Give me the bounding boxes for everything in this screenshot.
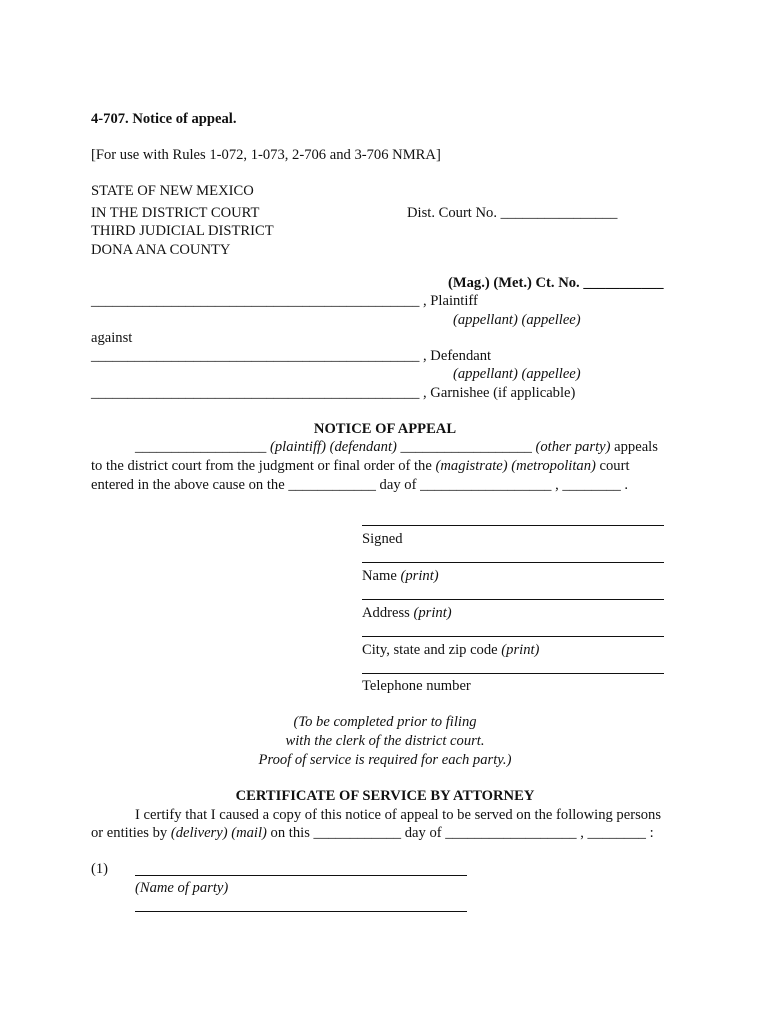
filing-note-1: (To be completed prior to filing [293, 714, 477, 730]
address-print-note: (print) [413, 605, 452, 621]
defendant-role: (appellant) (appellee) [453, 366, 581, 382]
notice-line-2-end: court [599, 458, 630, 474]
certificate-line-2 [91, 824, 654, 842]
service-item-number: (1) [91, 861, 109, 877]
garnishee-line[interactable]: _____________________________________________ , Garnishee (if applicable) [91, 385, 576, 401]
notice-line-2-start: to the district court from the judgment or final order of the [91, 458, 432, 474]
defendant-line[interactable]: _____________________________________________ , Defendant [91, 348, 492, 364]
notice-line-1 [135, 438, 658, 456]
court-state: STATE OF NEW MEXICO [91, 183, 254, 199]
signed-label: Signed [362, 531, 403, 547]
city-print-note: (print) [501, 642, 540, 658]
city-label [362, 641, 539, 659]
appellant-blank[interactable]: __________________ [135, 439, 267, 455]
address-line[interactable] [362, 599, 664, 600]
appeals-text: appeals [614, 439, 658, 455]
certificate-line-2-start: or entities by [91, 825, 168, 841]
court-district: THIRD JUDICIAL DISTRICT [91, 223, 274, 239]
other-party-blank[interactable]: __________________ [400, 439, 532, 455]
court-name: IN THE DISTRICT COURT [91, 205, 260, 221]
party-name-line[interactable] [135, 875, 467, 876]
party-address-line[interactable] [135, 911, 467, 912]
filing-note-3: Proof of service is required for each party.) [258, 752, 512, 768]
telephone-line[interactable] [362, 673, 664, 674]
city-line[interactable] [362, 636, 664, 637]
address-label-text: Address [362, 605, 410, 621]
address-label [362, 604, 452, 622]
certificate-line-1: I certify that I caused a copy of this notice of appeal to be served on the following persons [135, 807, 662, 823]
mag-met-court-number[interactable]: (Mag.) (Met.) Ct. No. ___________ [448, 275, 664, 291]
name-label-text: Name [362, 568, 397, 584]
certificate-date-line[interactable]: on this ____________ day of __________________ , ________ : [270, 825, 654, 841]
appellant-party-options: (plaintiff) (defendant) [270, 439, 397, 455]
telephone-label: Telephone number [362, 678, 471, 694]
name-print-note: (print) [400, 568, 439, 584]
other-party-label: (other party) [535, 439, 611, 455]
notice-date-line[interactable]: entered in the above cause on the ____________ day of __________________ , ________ . [91, 477, 629, 493]
certificate-title: CERTIFICATE OF SERVICE BY ATTORNEY [235, 788, 535, 804]
notice-title: NOTICE OF APPEAL [313, 421, 457, 437]
service-method-options: (delivery) (mail) [170, 825, 267, 841]
form-title: 4-707. Notice of appeal. [91, 111, 237, 127]
name-line[interactable] [362, 562, 664, 563]
plaintiff-role: (appellant) (appellee) [453, 312, 581, 328]
filing-note-2: with the clerk of the district court. [285, 733, 485, 749]
dist-court-number[interactable]: Dist. Court No. ________________ [407, 205, 618, 221]
name-label [362, 567, 439, 585]
signature-line[interactable] [362, 525, 664, 526]
plaintiff-line[interactable]: _____________________________________________ , Plaintiff [91, 293, 478, 309]
against-label: against [91, 330, 133, 346]
city-label-text: City, state and zip code [362, 642, 498, 658]
notice-line-2 [91, 457, 630, 475]
use-note: [For use with Rules 1-072, 1-073, 2-706 and 3-706 NMRA] [91, 147, 441, 163]
name-of-party-label: (Name of party) [135, 880, 229, 896]
court-type-options: (magistrate) (metropolitan) [435, 458, 596, 474]
court-county: DONA ANA COUNTY [91, 242, 231, 258]
